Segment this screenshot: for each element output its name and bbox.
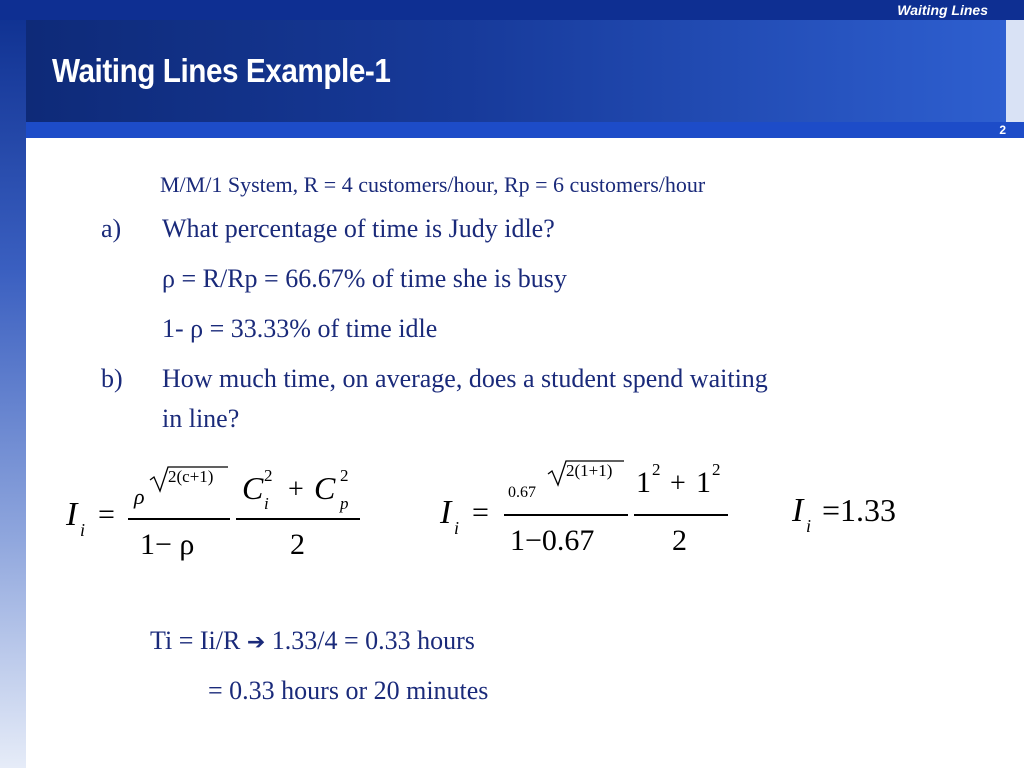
system-description: M/M/1 System, R = 4 customers/hour, Rp = 6 customers/hour <box>160 172 706 197</box>
formula1-C1-sub: i <box>264 494 269 513</box>
formula2-num2-sup: 2 <box>712 460 721 479</box>
formula1-lhs-I: I <box>66 496 78 533</box>
question-b-text-line2: in line? <box>162 404 240 433</box>
top-strip <box>0 0 1024 20</box>
formula1-C2-sup: 2 <box>340 466 349 485</box>
formula2-lhs-sub: i <box>454 518 460 538</box>
formula2-denominator-1: 1−0.67 <box>510 524 595 557</box>
answer-a-idle: 1- ρ = 33.33% of time idle <box>162 314 438 343</box>
formula3-lhs-sub: i <box>806 516 812 536</box>
banner-right-edge <box>1006 20 1024 122</box>
formula2-lhs-I: I <box>440 494 452 531</box>
formula3-value: =1.33 <box>822 492 897 528</box>
ti-line <box>150 626 475 656</box>
slide-title: Waiting Lines Example-1 <box>52 52 391 89</box>
formula2-fraction-bar-1 <box>504 514 628 516</box>
formula2-num2: 1 <box>696 466 711 499</box>
formula1-C2: C <box>314 470 336 506</box>
formula1-rho-base: ρ <box>134 484 145 509</box>
question-a-text: What percentage of time is Judy idle? <box>162 214 555 243</box>
formula1-lhs-sub: i <box>80 520 86 540</box>
formula1-C1: C <box>242 470 264 506</box>
ti-conversion: = 0.33 hours or 20 minutes <box>208 676 489 705</box>
formula1-denominator-1: 1− ρ <box>140 528 195 561</box>
formula2-sqrt-content: 2(1+1) <box>566 461 613 480</box>
presentation-topic-label: Waiting Lines <box>897 2 988 18</box>
formula1-equals: = <box>98 498 115 531</box>
formula1-C1-sup: 2 <box>264 466 273 485</box>
question-b-marker: b) <box>101 364 123 393</box>
formula1-C2-sub: p <box>340 494 349 513</box>
formula1-denominator-2: 2 <box>290 528 305 561</box>
page-number-strip <box>26 122 1024 138</box>
formula1-sqrt-content: 2(c+1) <box>168 467 214 486</box>
formula2-fraction-bar-2 <box>634 514 728 516</box>
ti-result: 1.33/4 = 0.33 hours <box>271 626 475 655</box>
formula2-plus: + <box>670 468 686 499</box>
formula3-lhs-I: I <box>792 492 804 529</box>
formula1-plus: + <box>288 474 304 505</box>
question-a-marker: a) <box>101 214 122 243</box>
answer-a-busy: ρ = R/Rp = 66.67% of time she is busy <box>162 264 567 293</box>
left-gradient-bar <box>0 0 26 768</box>
page-number: 2 <box>999 123 1006 137</box>
formula2-num1: 1 <box>636 466 651 499</box>
arrow-right-icon: ➔ <box>246 630 266 655</box>
question-b-text-line1: How much time, on average, does a student spend waiting <box>162 364 768 393</box>
formula2-equals: = <box>472 496 489 529</box>
formula2-base: 0.67 <box>508 484 536 501</box>
ti-prefix: Ti = Ii/R <box>150 626 241 655</box>
formula2-denominator-2: 2 <box>672 524 687 557</box>
formula1-fraction-bar-1 <box>128 518 230 520</box>
formula2-num1-sup: 2 <box>652 460 661 479</box>
formula1-fraction-bar-2 <box>236 518 360 520</box>
